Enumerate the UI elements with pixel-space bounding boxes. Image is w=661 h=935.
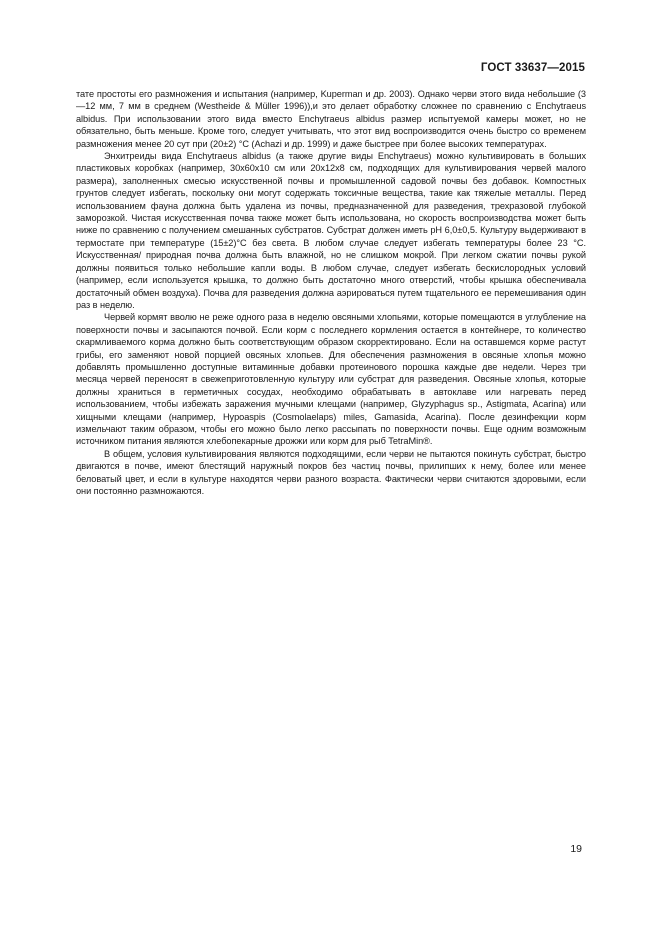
paragraph-conditions: В общем, условия культивирования являются подходящими, если черви не пытаются покинуть субстрат, быстро двигаются в почве, имеют блестящий наружный покров без частиц почвы, прилипших к нему, более или менее беловатый цвет, и если в культуре находятся черви разного возраста. Фактически черви считаются здоровыми, если они постоянно размножаются.	[76, 448, 586, 496]
paragraph-cultivation: Энхитреиды вида Enchytraeus albidus (а также другие виды Enchytraeus) можно культивировать в больших пластиковых коробках (например, 30x60x10 см или 20x12x8 см, подходящих для культивирования червей малого размера), заполненных смесью искусственной почвы и промышленной садовой почвы без добавок. Компостных грунтов следует избегать, поскольку они могут содержать токсичные вещества, такие как тяжелые металлы. Перед использованием фауна должна быть удалена из почвы, предназначенной для разведения, трехразовой глубокой заморозкой. Чистая искусственная почва также может быть использована, но скорость воспроизводства может быть ниже по сравнению с получением смешанных субстратов. Субстрат должен иметь pH 6,0±0,5. Культуру выдерживают в термостате при температуре (15±2)°С без света. В любом случае следует избегать температуры более 23 °С. Искусственная/ природная почва должна быть влажной, но не слишком мокрой. При легком сжатии почвы рукой должны появиться только небольшие капли воды. В любом случае, следует избегать бескислородных условий (например, если используется крышка, то должно быть достаточно много отверстий, чтобы крышка обеспечивала достаточный обмен воздуха). Почва для разведения должна аэрироваться путем тщательного ее перемешивания один раз в неделю.	[76, 151, 586, 310]
document-standard-header: ГОСТ 33637—2015	[480, 62, 585, 74]
document-body	[76, 88, 586, 497]
paragraph-continuation: тате простоты его размножения и испытания (например, Kuperman и др. 2003). Однако черви этого вида небольшие (3—12 мм, 7 мм в среднем (Westheide & Müller 1996)),и это делает обработку сложнее по сравнению с Enchytraeus albidus. При использовании этого вида вместо Enchytraeus albidus размер испытуемой камеры может, но не обязательно, быть меньше. Кроме того, следует учитывать, что этот вид воспроизводится очень быстро со временем размножения менее 20 сут при (20±2) °С (Achazi и др. 1999) и даже быстрее при более высоких температурах.	[76, 89, 586, 149]
paragraph-feeding: Червей кормят вволю не реже одного раза в неделю овсяными хлопьями, которые помещаются в углубление на поверхности почвы и засыпаются почвой. Если корм с последнего кормления остается в контейнере, то количество скармливаемого корма должно быть соответствующим образом скорректировано. Если на оставшемся корме растут грибы, его заменяют новой порцией овсяных хлопьев. Для обеспечения размножения в овсяные хлопья можно добавлять промышленно доступные витаминные добавки протеинового порошка каждые две недели. Через три месяца червей переносят в свежеприготовленную культуру или субстрат для разведения. Овсяные хлопья, которые должны храниться в герметичных сосудах, необходимо обрабатывать в автоклаве или нагревать перед использованием, чтобы избежать заражения мучными клещами (например, Glyzyphagus sp., Astigmata, Acarina) или хищными клещами (например, Hypoaspis (Cosmolaelaps) miles, Gamasida, Acarina). После дезинфекции корм измельчают таким образом, чтобы его можно было легко рассыпать по поверхности почвы. Еще одним возможным источником питания являются хлебопекарные дрожжи или корм для рыб TetraMin®.	[76, 312, 586, 447]
page-number: 19	[570, 843, 582, 855]
